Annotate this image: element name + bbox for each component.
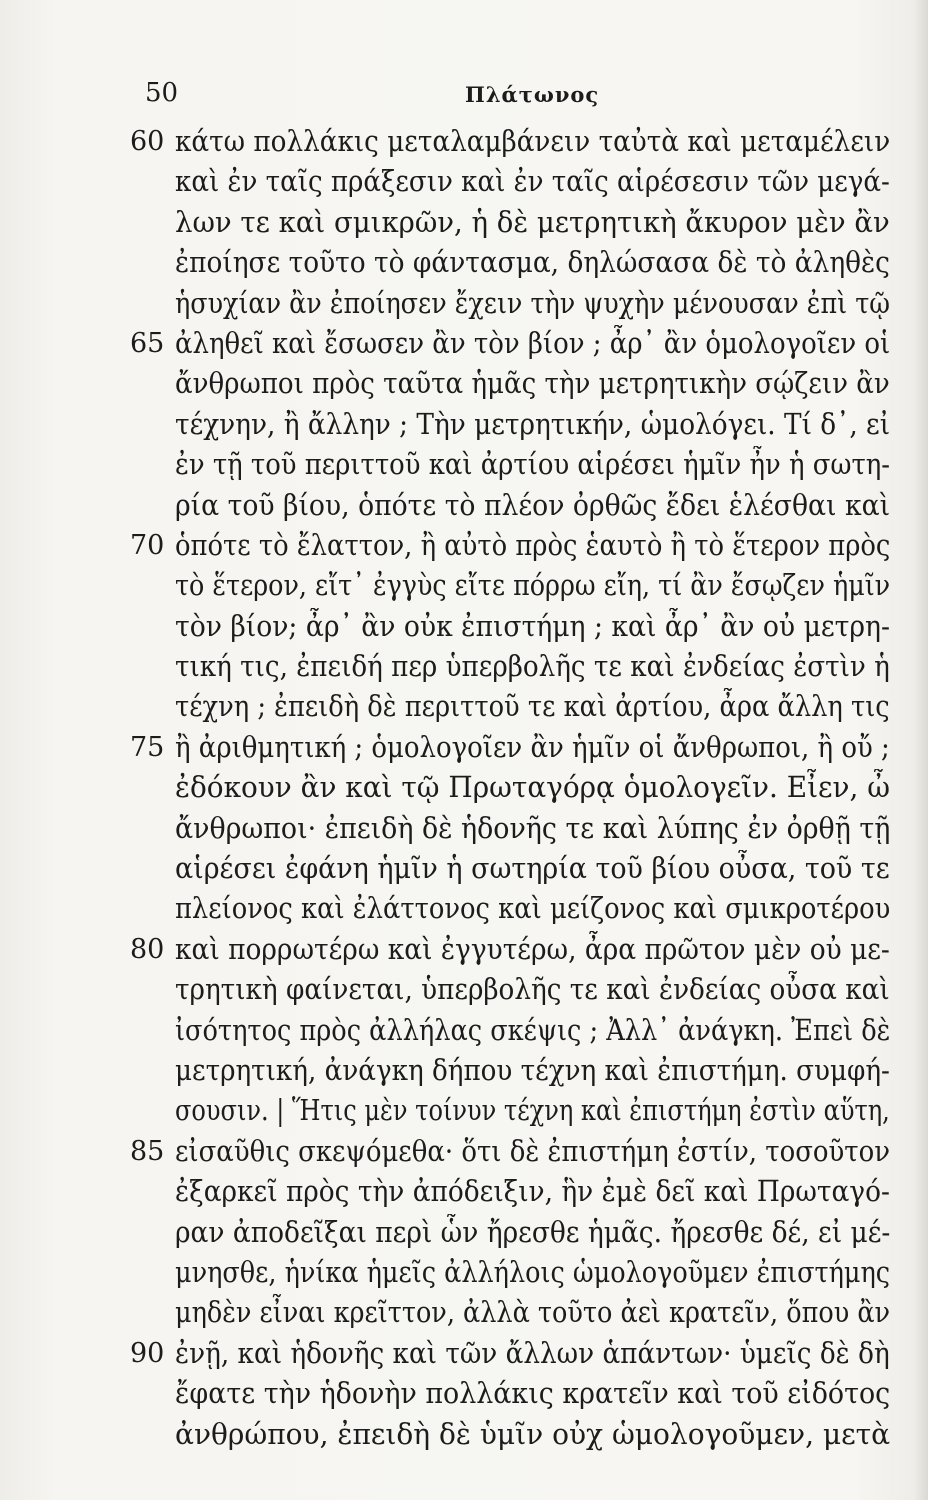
line-text: καὶ πορρωτέρω καὶ ἐγγυτέρω, ἆρα πρῶτον μὲν οὐ με- xyxy=(175,932,890,966)
text-line xyxy=(130,1293,890,1333)
line-text: πλείονος καὶ ἐλάττονος καὶ μείζονος καὶ σμικροτέρου xyxy=(175,892,891,926)
text-line xyxy=(130,284,890,324)
line-text: καὶ ἐν ταῖς πράξεσιν καὶ ἐν ταῖς αἱρέσεσιν τῶν μεγά- xyxy=(175,165,890,199)
text-line xyxy=(130,405,890,445)
text-line xyxy=(130,1213,890,1253)
text-line xyxy=(130,768,890,808)
line-text: ρία τοῦ βίου, ὁπότε τὸ πλέον ὀρθῶς ἔδει ἑλέσθαι καὶ xyxy=(175,488,891,522)
line-text: σουσιν. | Ἥτις μὲν τοίνυν τέχνη καὶ ἐπιστήμη ἐστὶν αὕτη, xyxy=(175,1094,890,1128)
line-text: κάτω πολλάκις μεταλαμβάνειν ταὐτὰ καὶ μεταμέλειν xyxy=(175,125,891,158)
line-text: τρητικὴ φαίνεται, ὑπερβολῆς τε καὶ ἐνδείας οὖσα καὶ xyxy=(175,973,890,1007)
page-edge-shadow xyxy=(914,0,928,1500)
line-text: τική τις, ἐπειδή περ ὑπερβολῆς τε καὶ ἐνδείας ἐστὶν ἡ xyxy=(175,650,890,684)
line-text: μνησθε, ἡνίκα ἡμεῖς ἀλλήλοις ὡμολογοῦμεν ἐπιστήμης xyxy=(175,1255,891,1289)
text-line xyxy=(130,566,890,606)
text-line xyxy=(130,1415,890,1455)
text-line xyxy=(130,122,890,162)
text-line xyxy=(130,486,890,526)
line-text: λων τε καὶ σμικρῶν, ἡ δὲ μετρητικὴ ἄκυρον μὲν ἂν xyxy=(175,205,890,239)
text-line xyxy=(130,1172,890,1212)
line-number: 90 xyxy=(130,1337,165,1369)
text-line xyxy=(130,930,890,970)
line-number: 60 xyxy=(130,126,165,157)
line-number: 85 xyxy=(130,1135,165,1167)
text-line xyxy=(130,1334,890,1374)
greek-text-block xyxy=(130,122,890,1455)
text-line xyxy=(130,1253,890,1293)
line-text: ἔφατε τὴν ἡδονὴν πολλάκις κρατεῖν καὶ τοῦ εἰδότος xyxy=(175,1377,891,1411)
text-line xyxy=(130,243,890,283)
text-line xyxy=(130,1132,890,1172)
text-line xyxy=(130,728,890,768)
text-line xyxy=(130,1091,890,1131)
page-header xyxy=(145,78,845,118)
line-text: ἰσότητος πρὸς ἀλλήλας σκέψις ; Ἀλλ᾽ ἀνάγκη. Ἐπεὶ δὲ xyxy=(175,1013,891,1047)
line-text: ἐνῇ, καὶ ἡδονῆς καὶ τῶν ἄλλων ἁπάντων· ὑμεῖς δὲ δὴ xyxy=(175,1336,890,1370)
text-line xyxy=(130,809,890,849)
line-text: ἢ ἀριθμητική ; ὁμολογοῖεν ἂν ἡμῖν οἱ ἄνθρωποι, ἢ οὔ ; xyxy=(175,730,890,764)
text-line xyxy=(130,889,890,929)
text-line xyxy=(130,526,890,566)
line-number: 65 xyxy=(130,327,165,359)
line-text: ἐδόκουν ἂν καὶ τῷ Πρωταγόρᾳ ὁμολογεῖν. Εἶεν, ὦ xyxy=(175,771,890,805)
line-text: ἐξαρκεῖ πρὸς τὴν ἀπόδειξιν, ἣν ἐμὲ δεῖ καὶ Πρωταγό- xyxy=(175,1175,890,1209)
running-head: Πλάτωνος xyxy=(465,82,600,107)
line-text: τὸ ἕτερον, εἴτ᾽ ἐγγὺς εἴτε πόρρω εἴη, τί ἂν ἔσῳζεν ἡμῖν xyxy=(175,569,891,603)
text-line xyxy=(130,1011,890,1051)
text-line xyxy=(130,687,890,727)
line-text: τὸν βίον; ἆρ᾽ ἂν οὐκ ἐπιστήμη ; καὶ ἆρ᾽ ἂν οὐ μετρη- xyxy=(175,609,890,643)
text-line xyxy=(130,970,890,1010)
line-text: ἄνθρωποι· ἐπειδὴ δὲ ἡδονῆς τε καὶ λύπης ἐν ὀρθῇ τῇ xyxy=(175,811,891,845)
text-line xyxy=(130,849,890,889)
line-text: ἡσυχίαν ἂν ἐποίησεν ἔχειν τὴν ψυχὴν μένουσαν ἐπὶ τῷ xyxy=(175,286,890,320)
line-number: 75 xyxy=(130,731,165,763)
line-text: τέχνην, ἢ ἄλλην ; Τὴν μετρητικήν, ὡμολόγει. Τί δ᾽, εἰ xyxy=(175,407,891,441)
line-text: τέχνη ; ἐπειδὴ δὲ περιττοῦ τε καὶ ἀρτίου, ἆρα ἄλλη τις xyxy=(175,690,890,724)
line-text: μηδὲν εἶναι κρεῖττον, ἀλλὰ τοῦτο ἀεὶ κρατεῖν, ὅπου ἂν xyxy=(175,1296,891,1330)
text-line xyxy=(130,647,890,687)
text-line xyxy=(130,364,890,404)
text-line xyxy=(130,445,890,485)
line-text: μετρητική, ἀνάγκη δήπου τέχνη καὶ ἐπιστήμη. συμφή- xyxy=(175,1053,890,1087)
line-text: ὁπότε τὸ ἔλαττον, ἢ αὐτὸ πρὸς ἑαυτὸ ἢ τὸ ἕτερον πρὸς xyxy=(175,528,891,562)
line-text: ἐποίησε τοῦτο τὸ φάντασμα, δηλώσασα δὲ τὸ ἀληθὲς xyxy=(175,246,890,280)
text-line xyxy=(130,162,890,202)
line-number: 80 xyxy=(130,933,165,965)
line-text: ἀληθεῖ καὶ ἔσωσεν ἂν τὸν βίον ; ἆρ᾽ ἂν ὁμολογοῖεν οἱ xyxy=(175,326,891,360)
text-line xyxy=(130,1051,890,1091)
line-text: ραν ἀποδεῖξαι περὶ ὧν ἤρεσθε ἡμᾶς. ἤρεσθε δέ, εἰ μέ- xyxy=(175,1215,891,1249)
line-text: ἄνθρωποι πρὸς ταῦτα ἡμᾶς τὴν μετρητικὴν σῴζειν ἂν xyxy=(175,367,890,401)
text-line xyxy=(130,203,890,243)
line-text: ἐν τῇ τοῦ περιττοῦ καὶ ἀρτίου αἱρέσει ἡμῖν ἦν ἡ σωτη- xyxy=(175,448,891,482)
line-text: εἰσαῦθις σκεψόμεθα· ὅτι δὲ ἐπιστήμη ἐστίν, τοσοῦτον xyxy=(175,1134,891,1168)
text-line xyxy=(130,607,890,647)
line-text: ἀνθρώπου, ἐπειδὴ δὲ ὑμῖν οὐχ ὡμολογοῦμεν, μετὰ xyxy=(175,1417,891,1451)
text-line xyxy=(130,324,890,364)
line-text: αἱρέσει ἐφάνη ἡμῖν ἡ σωτηρία τοῦ βίου οὖσα, τοῦ τε xyxy=(175,852,890,886)
text-line xyxy=(130,1374,890,1414)
line-number: 70 xyxy=(130,529,165,561)
page-number: 50 xyxy=(145,78,179,108)
